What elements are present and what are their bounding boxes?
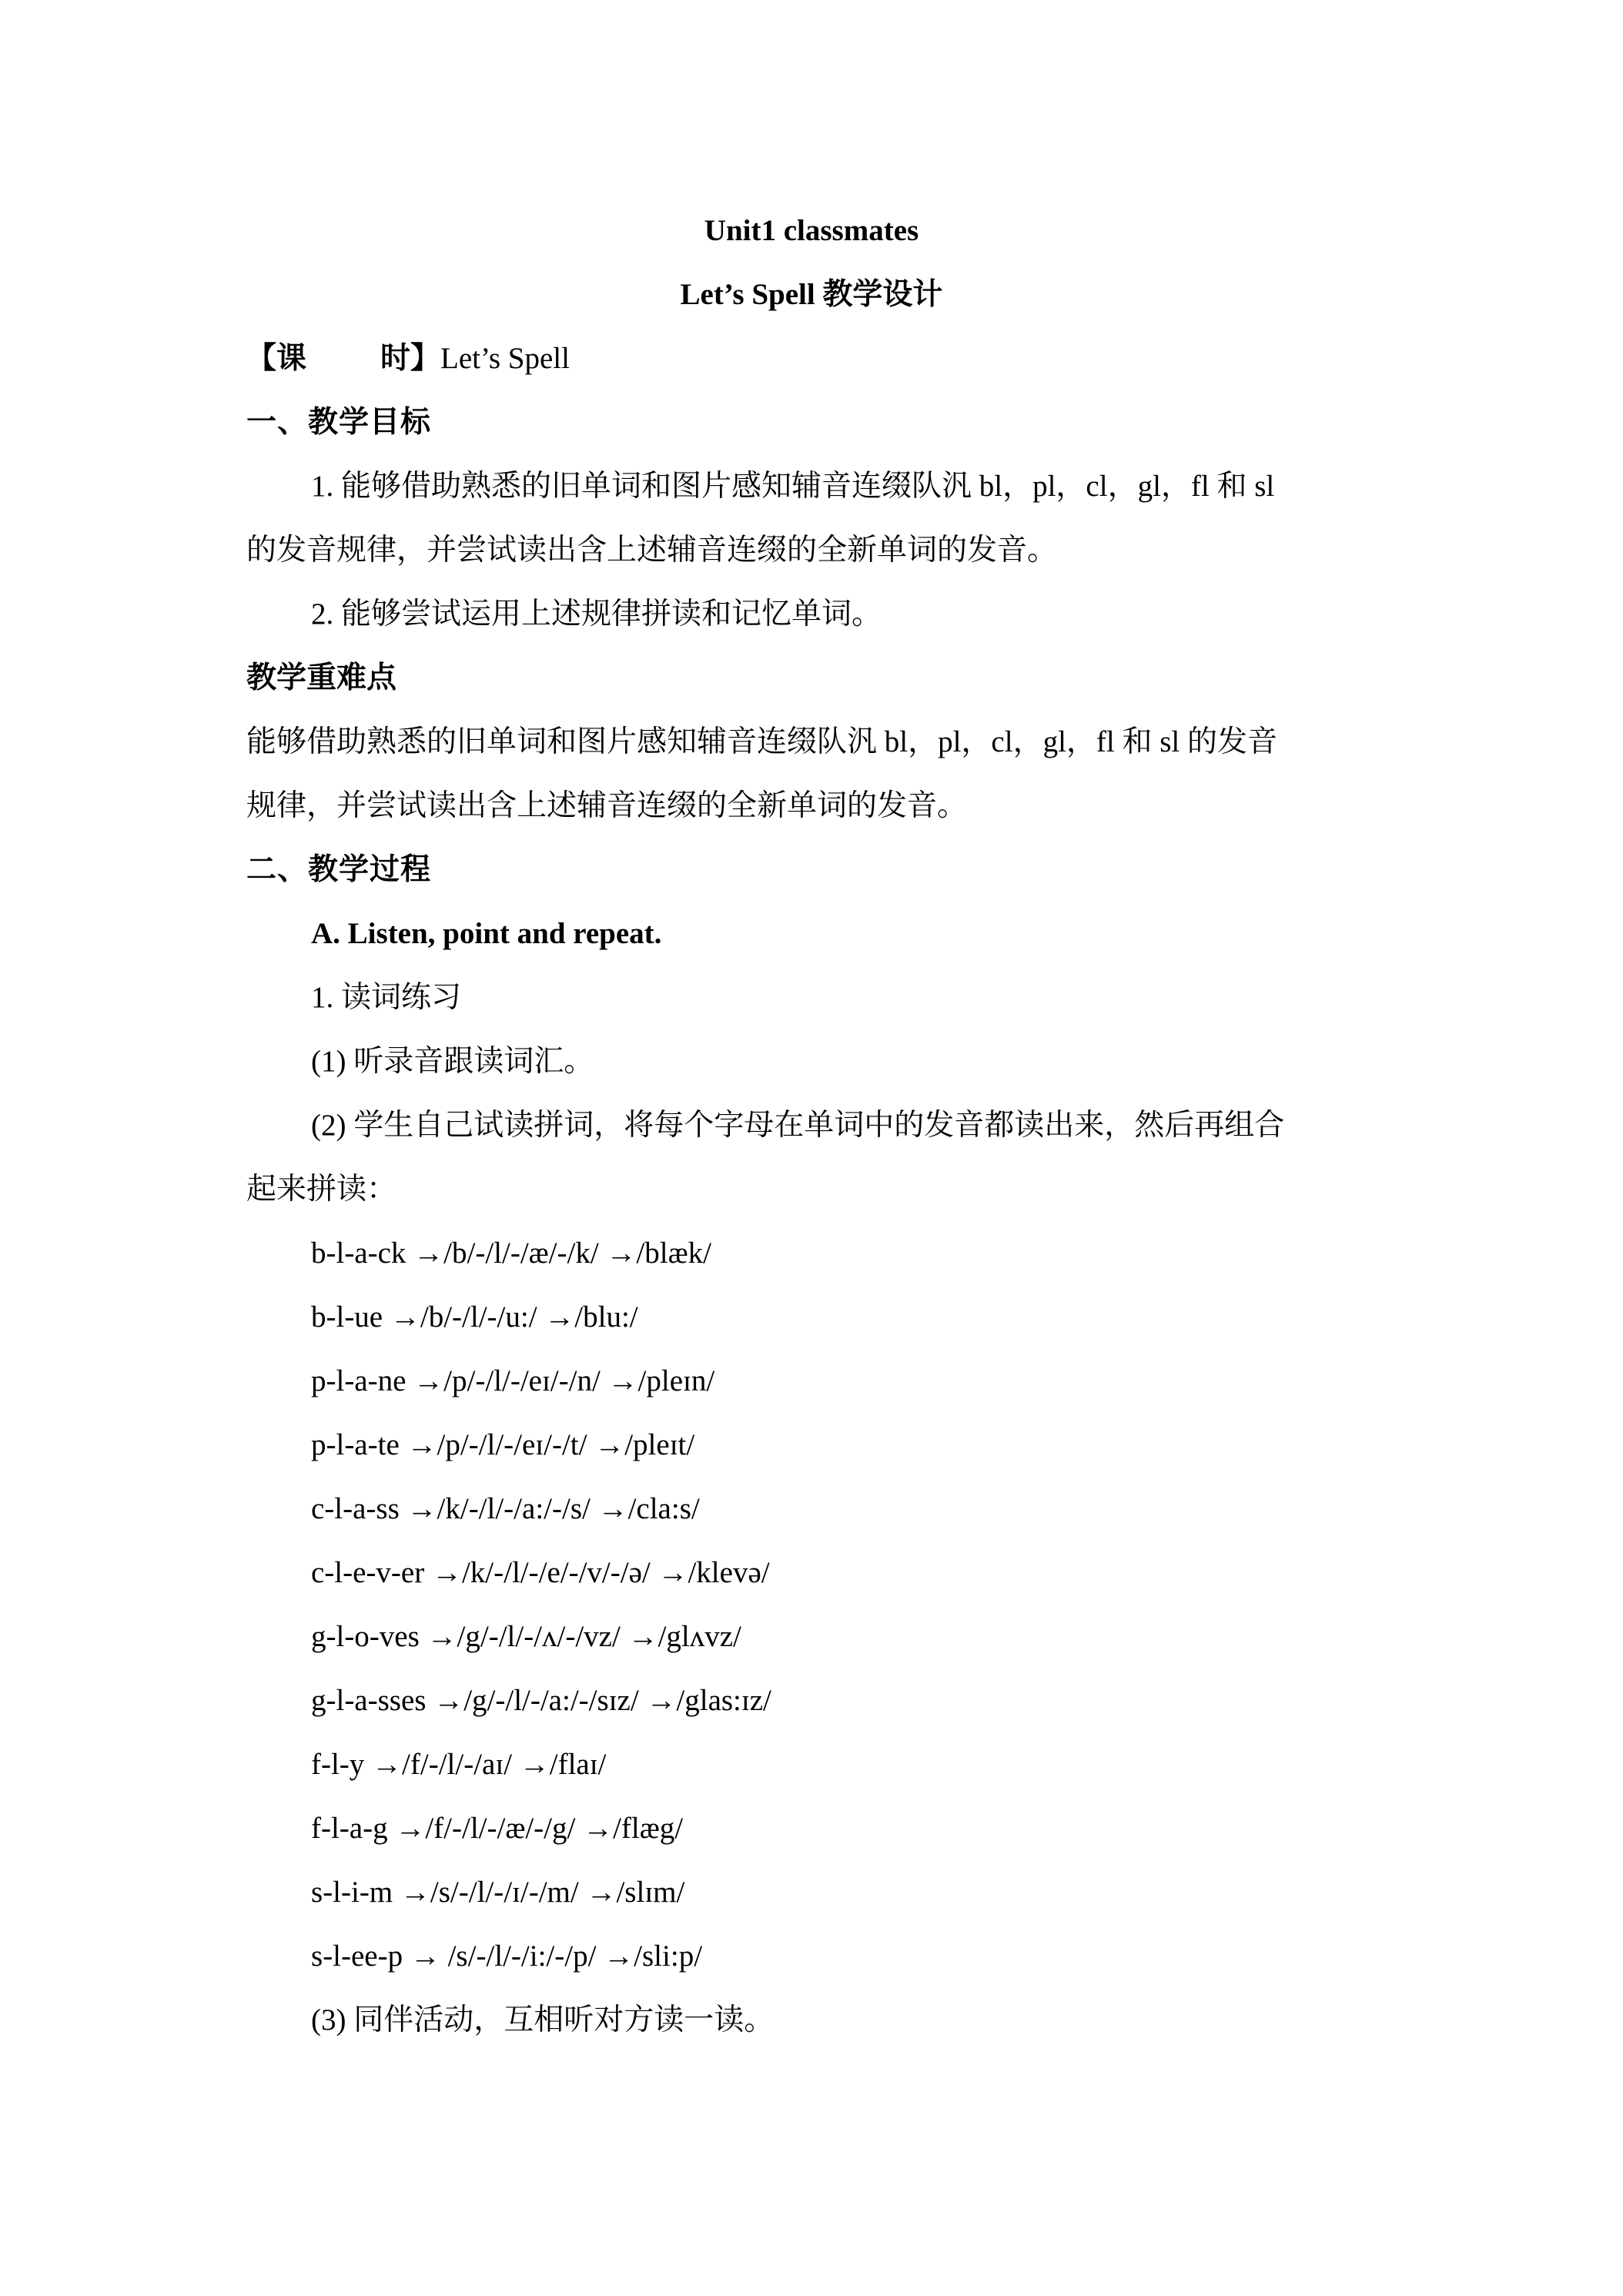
step1-1: (1) 听录音跟读词汇。 <box>311 1045 594 1078</box>
word-line: g-l-o-ves →/g/-/l/-/ʌ/-/vz/ →/glʌvz/ <box>311 1620 741 1653</box>
word-line: g-l-a-sses →/g/-/l/-/a:/-/sɪz/ →/glas:ɪz/ <box>311 1684 771 1717</box>
doc-subtitle: Let’s Spell 教学设计 <box>680 278 943 311</box>
period-label-open: 【课 <box>246 342 307 375</box>
goal1-line2: 的发音规律，并尝试读出含上述辅音连缀的全新单词的发音。 <box>246 534 1058 567</box>
word-line: c-l-a-ss →/k/-/l/-/a:/-/s/ →/cla:s/ <box>311 1492 700 1525</box>
word-line: p-l-a-ne →/p/-/l/-/eɪ/-/n/ →/pleɪn/ <box>311 1364 715 1397</box>
period-label-close: 时】 <box>380 342 441 375</box>
keypoints-line2: 规律，并尝试读出含上述辅音连缀的全新单词的发音。 <box>246 789 968 822</box>
step1: 1. 读词练习 <box>311 981 462 1014</box>
keypoints-heading: 教学重难点 <box>246 661 397 694</box>
word-line: f-l-a-g →/f/-/l/-/æ/-/g/ →/flæg/ <box>311 1812 684 1845</box>
part-a-heading: A. Listen, point and repeat. <box>311 917 662 950</box>
step1-3: (3) 同伴活动，互相听对方读一读。 <box>311 2003 775 2037</box>
doc-title: Unit1 classmates <box>704 214 919 247</box>
word-line: f-l-y →/f/-/l/-/aɪ/ →/flaɪ/ <box>311 1748 607 1781</box>
word-line: c-l-e-v-er →/k/-/l/-/e/-/v/-/ə/ →/klevə/ <box>311 1556 770 1589</box>
goal1-line1: 1. 能够借助熟悉的旧单词和图片感知辅音连缀队汎 bl，pl，cl，gl，fl 和 sl <box>311 470 1275 503</box>
section2-heading: 二、教学过程 <box>246 853 432 886</box>
word-line: p-l-a-te →/p/-/l/-/eɪ/-/t/ →/pleɪt/ <box>311 1428 695 1461</box>
step1-2-line1: (2) 学生自己试读拼词，将每个字母在单词中的发音都读出来，然后再组合 <box>311 1109 1285 1142</box>
step1-2-line2: 起来拼读： <box>246 1173 397 1206</box>
keypoints-line1: 能够借助熟悉的旧单词和图片感知辅音连缀队汎 bl，pl，cl，gl，fl 和 sl 的发音 <box>246 725 1277 758</box>
word-line: b-l-a-ck →/b/-/l/-/æ/-/k/ →/blæk/ <box>311 1237 711 1270</box>
goal2: 2. 能够尝试运用上述规律拼读和记忆单词。 <box>311 597 882 631</box>
word-line: s-l-ee-p → /s/-/l/-/i:/-/p/ →/sli:p/ <box>311 1940 703 1973</box>
period-value: Let’s Spell <box>440 342 570 375</box>
section1-heading: 一、教学目标 <box>246 406 432 439</box>
period-line <box>246 340 570 378</box>
word-line: s-l-i-m →/s/-/l/-/ɪ/-/m/ →/slɪm/ <box>311 1876 685 1909</box>
word-line: b-l-ue →/b/-/l/-/u:/ →/blu:/ <box>311 1300 638 1334</box>
